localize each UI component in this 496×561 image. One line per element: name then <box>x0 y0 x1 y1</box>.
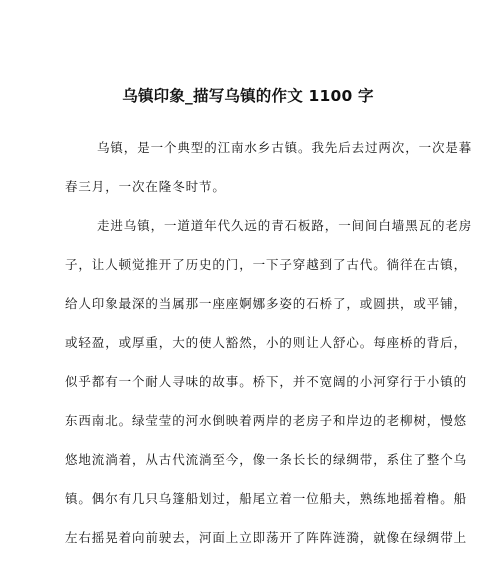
text-line: 子，让人顿觉推开了历史的门，一下子穿越到了古代。徜徉在古镇， <box>65 257 468 272</box>
text-line: 乌镇，是一个典型的江南水乡古镇。我先后去过两次，一次是暮 <box>97 140 473 155</box>
text-line: 悠地流淌着，从古代流淌至今，像一条长长的绿绸带，系住了整个乌 <box>65 452 468 467</box>
text-line: 或轻盈，或厚重，大的使人豁然，小的则让人舒心。每座桥的背后， <box>65 335 468 350</box>
text-line: 给人印象最深的当属那一座座婀娜多姿的石桥了，或圆拱，或平铺， <box>65 296 468 311</box>
document-title: 乌镇印象_描写乌镇的作文 1100 字 <box>122 87 374 105</box>
text-line: 春三月，一次在隆冬时节。 <box>65 179 226 194</box>
text-line: 镇。偶尔有几只乌篷船划过，船尾立着一位船夫，熟练地摇着橹。船 <box>65 491 468 506</box>
text-line: 左右摇晃着向前驶去，河面上立即荡开了阵阵涟漪，就像在绿绸带上 <box>65 530 468 545</box>
text-line: 东西南北。绿莹莹的河水倒映着两岸的老房子和岸边的老柳树，慢悠 <box>65 413 468 428</box>
text-line: 似乎都有一个耐人寻味的故事。桥下，并不宽阔的小河穿行于小镇的 <box>65 374 468 389</box>
text-line: 走进乌镇，一道道年代久远的青石板路，一间间白墙黑瓦的老房 <box>97 218 473 233</box>
